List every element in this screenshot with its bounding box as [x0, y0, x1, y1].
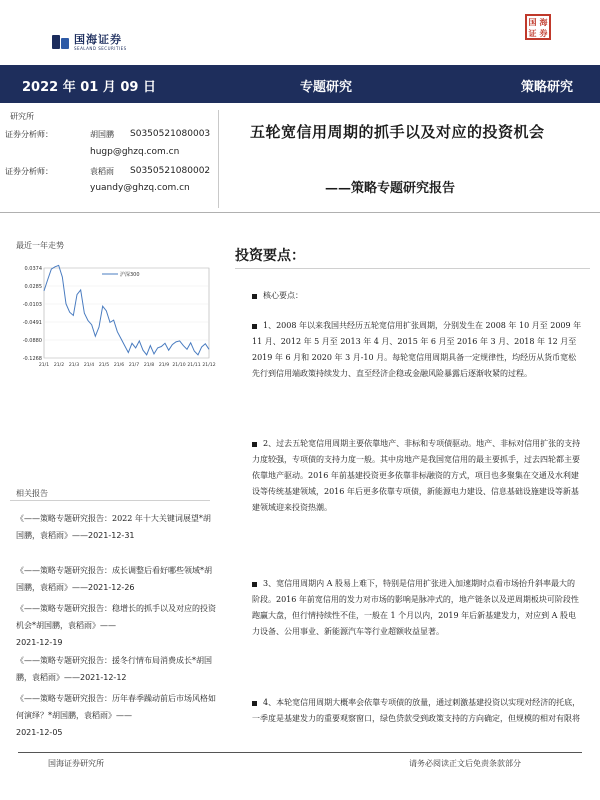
series-line — [44, 265, 209, 354]
report-date: 2022 年 01 月 09 日 — [22, 80, 156, 95]
bullet-square-icon — [252, 294, 257, 299]
bullet-point: 4、本轮宽信用周期大概率会依靠专项债的放量，通过刺激基建投资以实现对经济的托底，一季度是基建发力的重要观察窗口，绿色贷款受到政策支持的方向确定，但规模的相对有限将 — [252, 698, 581, 723]
divider — [235, 268, 590, 269]
trend-chart — [14, 262, 214, 372]
report-type: 专题研究 — [300, 80, 353, 95]
x-tick-label: 21/5 — [98, 363, 110, 368]
related-report-item[interactable]: 《——策略专题研究报告：成长调整后看好哪些领域*胡国鹏，袁稻雨》——2021-12-26 — [16, 566, 212, 592]
trend-label: 最近一年走势 — [16, 241, 64, 250]
x-tick-label: 21/7 — [128, 363, 140, 368]
research-institute-label: 研究所 — [10, 112, 34, 121]
x-tick-label: 21/2 — [53, 363, 65, 368]
bullet-square-icon — [252, 582, 257, 587]
company-logo — [52, 32, 127, 52]
bullet-square-icon — [252, 324, 257, 329]
x-tick-label: 21/8 — [143, 363, 155, 368]
y-tick-label: -0.0103 — [22, 302, 42, 308]
related-report-item[interactable]: 《——策略专题研究报告：稳增长的抓手以及对应的投资机会*胡国鹏，袁稻雨》—— 2021-12-19 — [16, 604, 216, 647]
y-tick-label: 0.0285 — [24, 284, 42, 290]
report-title: 五轮宽信用周期的抓手以及对应的投资机会 — [250, 123, 545, 141]
y-tick-label: -0.0491 — [22, 320, 42, 326]
report-header-bar — [0, 65, 600, 103]
divider — [218, 110, 219, 208]
footer-divider — [18, 752, 582, 753]
y-tick-label: -0.1268 — [22, 356, 42, 362]
related-report-item[interactable]: 《——策略专题研究报告：历年春季躁动前后市场风格如何演绎？*胡国鹏，袁稻雨》—— 2021-12-05 — [16, 694, 216, 737]
x-tick-label: 21/9 — [158, 363, 170, 368]
footer-institute: 国海证券研究所 — [48, 759, 104, 768]
bullet-square-icon — [252, 701, 257, 706]
report-category: 策略研究 — [521, 80, 574, 95]
related-reports-label: 相关报告 — [16, 489, 48, 498]
divider — [0, 212, 600, 213]
bullet-point: 3、宽信用周期内 A 股易上难下，特别是信用扩张进入加速期时点看市场抬升斜率最大的阶段。2016 年前宽信用的发力对市场的影响是脉冲式的，地产链条以及逆周期板块可阶段性跑赢大盘，但行情持续性不佳，一般在 1 个月以内，2019 年后新基建发力，对应到 A 股电力设备、公用事业、新能源汽车等行业超额收益显著。 — [252, 579, 579, 636]
bullet-core: 核心要点： — [252, 288, 582, 304]
x-tick-label: 21/10 — [172, 363, 186, 368]
x-tick-label: 21/6 — [113, 363, 125, 368]
x-tick-label: 21/1 — [38, 363, 50, 368]
bullet-point: 2、过去五轮宽信用周期主要依靠地产、非标和专项债驱动。地产、非标对信用扩张的支持力度较强，专项债的支持力度一般。其中房地产是我国宽信用的最主要抓手，过去四轮都主要依靠地产驱动。2016 年前基建投资更多依靠非标融资的方式，项目也多聚集在交通及水利建设等传统基建领域，2016 年后更多依靠专项债，新能源电力建设、信息基础设施建设等新基建领域迎来投资热潮。 — [252, 439, 581, 512]
related-report-item[interactable]: 《——策略专题研究报告：2022 年十大关键词展望*胡国鹏，袁稻雨》——2021-12-31 — [16, 514, 211, 540]
y-tick-label: 0.0374 — [24, 266, 42, 272]
bullet-square-icon — [252, 442, 257, 447]
report-subtitle: ——策略专题研究报告 — [325, 181, 456, 196]
logo-mark-icon — [52, 33, 70, 51]
divider — [10, 500, 210, 501]
seal-stamp-icon: 国 海 证 券 — [525, 14, 551, 40]
x-tick-label: 21/11 — [187, 363, 201, 368]
invest-points-title: 投资要点： — [235, 248, 305, 264]
x-tick-label: 21/4 — [83, 363, 95, 368]
footer-disclaimer: 请务必阅读正文后免责条款部分 — [409, 759, 521, 768]
legend-label: 沪深300 — [120, 272, 140, 278]
x-tick-label: 21/12 — [202, 363, 216, 368]
analyst-row: 证券分析师： 胡国鹏 S0350521080003 — [5, 129, 211, 139]
chart-frame — [44, 268, 209, 358]
x-tick-label: 21/3 — [68, 363, 80, 368]
bullet-point: 1、2008 年以来我国共经历五轮宽信用扩张周期，分别发生在 2008 年 10 月至 2009 年 11 月、2012 年 5 月至 2013 年 4 月、2015 年 6 月至 2016 年 3 月、2018 年 12 月至 2019 年 6 月和 2020 年 3 月-10 月。每轮宽信用周期具备一定规律性，均经历从货币宽松先行到信用端政策持续发力、直至经济企稳或金融风险暴露后逐渐收紧的过程。 — [252, 321, 582, 378]
y-tick-label: -0.0880 — [22, 338, 42, 344]
analyst-row: 证券分析师： 袁稻雨 S0350521080002 — [5, 166, 211, 176]
logo-en-text: SEALAND SECURITIES — [74, 45, 127, 51]
logo-cn-text: 国海证券 — [74, 32, 122, 46]
related-report-item[interactable]: 《——策略专题研究报告：援冬行情布局消费成长*胡国鹏，袁稻雨》——2021-12-12 — [16, 656, 212, 682]
